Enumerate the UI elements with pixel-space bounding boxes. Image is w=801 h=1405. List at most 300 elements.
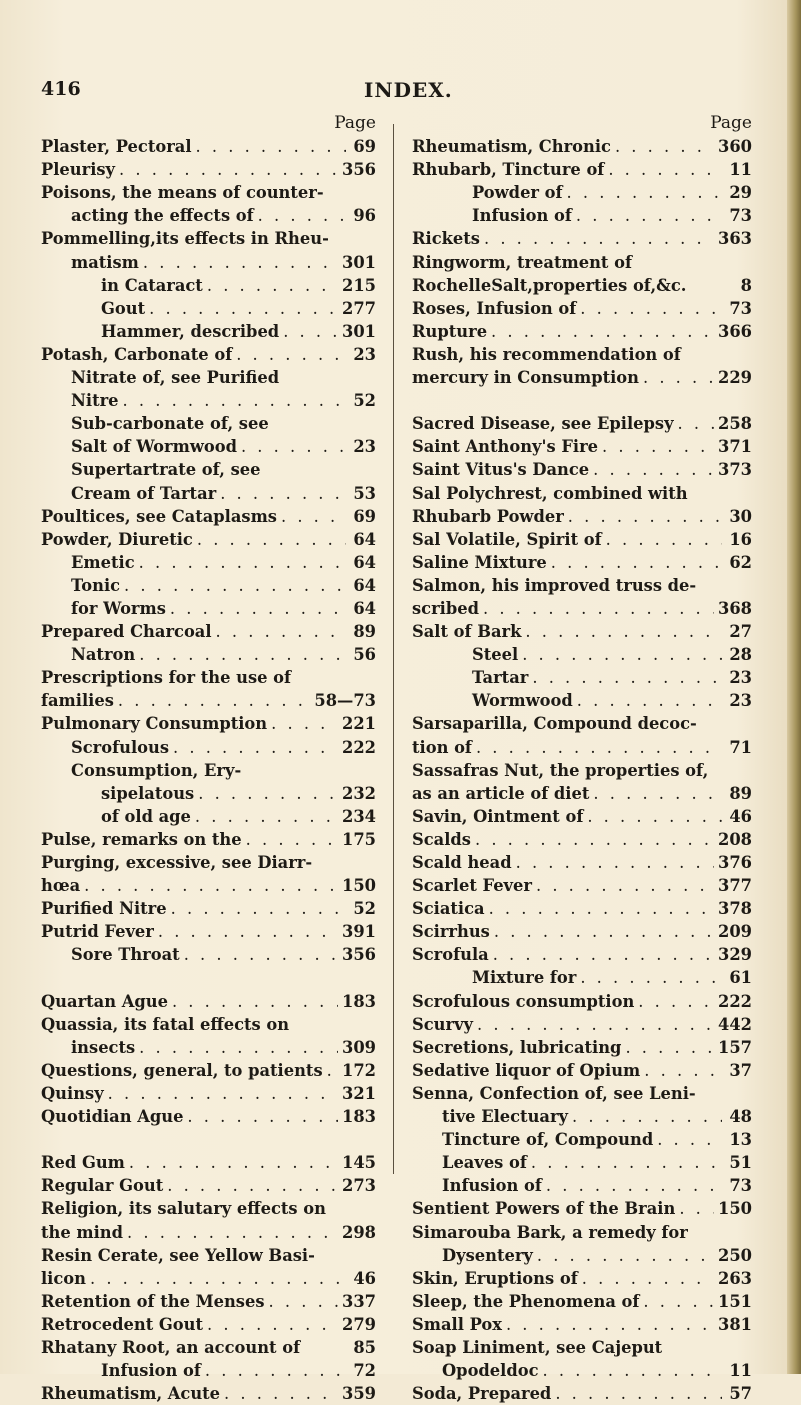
dot-leader: [198, 782, 338, 805]
entry-term: Powder, Diuretic: [41, 529, 193, 549]
index-entry: [41, 389, 376, 412]
index-entry: [41, 1082, 376, 1105]
entry-page: 376: [718, 853, 752, 872]
index-entry: [412, 1313, 752, 1336]
entry-term: in Cataract: [101, 275, 203, 295]
dot-leader: [170, 597, 346, 620]
entry-page: 64: [353, 529, 376, 549]
index-entry: [41, 597, 376, 620]
page-title: INDEX.: [364, 78, 453, 102]
entry-page: 222: [718, 991, 752, 1011]
page-edge: [787, 0, 801, 1374]
entry-term: Infusion of: [101, 1361, 201, 1381]
entry-page: 215: [342, 275, 376, 295]
dot-leader: [241, 435, 346, 458]
entry-page: 89: [729, 783, 752, 803]
index-entry: [412, 551, 752, 574]
index-column-left: [41, 112, 376, 1405]
entry-page: 329: [718, 945, 752, 965]
entry-page: 62: [729, 552, 752, 572]
entry-term: Nitre: [71, 391, 119, 411]
entry-term: RochelleSalt,properties of,&c.: [412, 275, 687, 295]
index-entry: [41, 620, 376, 643]
entry-page: 13: [729, 1130, 752, 1150]
dot-leader: [476, 736, 722, 759]
index-entry: [41, 805, 376, 828]
entry-page: 373: [718, 460, 752, 480]
dot-leader: [516, 851, 714, 874]
entry-term: as an article of diet: [412, 783, 590, 803]
dot-leader: [644, 1059, 722, 1082]
index-entry: [412, 343, 752, 366]
entry-term: Salmon, his improved truss de-: [412, 575, 697, 595]
dot-leader: [236, 343, 346, 366]
index-entry: [41, 181, 376, 204]
index-entry: [41, 366, 376, 389]
dot-leader: [555, 1382, 722, 1405]
entry-page: 11: [729, 160, 752, 180]
entry-term: mercury in Consumption: [412, 368, 639, 388]
entry-term: scribed: [412, 598, 479, 618]
entry-page: 28: [729, 645, 752, 665]
index-entry: [41, 943, 376, 966]
index-entry: [41, 851, 376, 874]
entry-term: Tartar: [472, 668, 529, 688]
index-entry: [412, 897, 752, 920]
entry-list-right: [412, 135, 752, 1405]
entry-term: Skin, Eruptions of: [412, 1268, 578, 1288]
entry-page: 71: [729, 737, 752, 757]
dot-leader: [657, 1128, 722, 1151]
section-gap: [41, 1128, 376, 1151]
index-entry: [412, 828, 752, 851]
entry-term: Mixture for: [472, 968, 577, 988]
dot-leader: [139, 643, 346, 666]
entry-page: 145: [342, 1153, 376, 1173]
entry-term: Gout: [101, 298, 146, 318]
dot-leader: [173, 736, 338, 759]
index-entry: [412, 1036, 752, 1059]
index-entry: [41, 1013, 376, 1036]
entry-term: Quartan Ague: [41, 991, 168, 1011]
entry-term: Quotidian Ague: [41, 1107, 184, 1127]
index-entry: [412, 574, 752, 597]
index-entry: [41, 897, 376, 920]
entry-term: Wormwood: [472, 691, 573, 711]
entry-term: Hammer, described: [101, 321, 280, 341]
entry-term: Opodeldoc: [442, 1361, 539, 1381]
entry-term: Sub-carbonate of, see: [71, 414, 269, 434]
entry-term: Quassia, its fatal effects on: [41, 1014, 290, 1034]
dot-leader: [283, 320, 338, 343]
entry-page: 368: [718, 598, 752, 618]
entry-page: 69: [353, 506, 376, 526]
entry-page: 23: [729, 691, 752, 711]
entry-term: Rhubarb, Tincture of: [412, 160, 605, 180]
entry-page: 298: [342, 1222, 376, 1242]
entry-page: 229: [718, 368, 752, 388]
index-entry: [41, 920, 376, 943]
entry-page: 64: [353, 598, 376, 618]
entry-term: Small Pox: [412, 1314, 502, 1334]
index-entry: [412, 320, 752, 343]
dot-leader: [494, 920, 714, 943]
dot-leader: [576, 204, 722, 227]
index-entry: [412, 412, 752, 435]
dot-leader: [216, 620, 346, 643]
entry-term: Resin Cerate, see Yellow Basi-: [41, 1245, 315, 1265]
entry-term: Tonic: [71, 575, 121, 595]
dot-leader: [593, 458, 714, 481]
dot-leader: [475, 828, 714, 851]
index-entry: [41, 1105, 376, 1128]
index-entry: [41, 1174, 376, 1197]
entry-page: 321: [342, 1083, 376, 1103]
index-entry: [41, 1359, 376, 1382]
entry-term: for Worms: [71, 598, 166, 618]
index-entry: [41, 274, 376, 297]
entry-page: 234: [342, 806, 376, 826]
entry-term: Tincture of, Compound: [442, 1130, 654, 1150]
index-entry: [412, 158, 752, 181]
index-entry: [412, 666, 752, 689]
entry-page: 52: [353, 899, 376, 919]
entry-term: Cream of Tartar: [71, 483, 217, 503]
entry-page: 363: [718, 229, 752, 249]
entry-page: 51: [729, 1153, 752, 1173]
index-entry: [41, 1036, 376, 1059]
dot-leader: [119, 158, 338, 181]
index-entry: [41, 1059, 376, 1082]
entry-term: Rheumatism, Acute: [41, 1384, 221, 1404]
index-entry: [412, 782, 752, 805]
entry-term: of old age: [101, 806, 191, 826]
entry-term: Pommelling,its effects in Rheu-: [41, 229, 329, 249]
dot-leader: [205, 1359, 346, 1382]
dot-leader: [484, 227, 714, 250]
dot-leader: [224, 1382, 338, 1405]
index-entry: [412, 458, 752, 481]
entry-term: Sacred Disease, see Epilepsy: [412, 414, 674, 434]
dot-leader: [580, 297, 722, 320]
entry-term: tive Electuary: [442, 1107, 569, 1127]
entry-page: 301: [342, 252, 376, 272]
section-gap: [412, 389, 752, 412]
index-entry: [412, 528, 752, 551]
dot-leader: [327, 1059, 338, 1082]
index-entry: [41, 458, 376, 481]
entry-term: Potash, Carbonate of: [41, 344, 233, 364]
entry-term: Red Gum: [41, 1153, 125, 1173]
dot-leader: [197, 528, 346, 551]
index-entry: [41, 551, 376, 574]
entry-term: Poultices, see Cataplasms: [41, 506, 277, 526]
index-entry: [412, 851, 752, 874]
entry-page: 263: [718, 1268, 752, 1288]
entry-term: Sal Polychrest, combined with: [412, 483, 688, 503]
index-entry: [41, 1151, 376, 1174]
entry-page: 151: [718, 1291, 752, 1311]
entry-page: 391: [342, 922, 376, 942]
dot-leader: [593, 782, 722, 805]
index-entry: [412, 297, 752, 320]
dot-leader: [246, 828, 338, 851]
index-entry: [412, 1174, 752, 1197]
dot-leader: [608, 158, 722, 181]
index-entry: [412, 805, 752, 828]
column-page-label: Page: [710, 113, 752, 133]
entry-page: 371: [718, 437, 752, 457]
dot-leader: [625, 1036, 714, 1059]
index-entry: [41, 759, 376, 782]
dot-leader: [269, 1290, 338, 1313]
dot-leader: [139, 551, 346, 574]
dot-leader: [531, 1151, 722, 1174]
entry-page: 23: [353, 437, 376, 457]
index-entry: [41, 874, 376, 897]
dot-leader: [582, 1267, 714, 1290]
index-entry: [412, 482, 752, 505]
entry-page: 57: [729, 1384, 752, 1404]
index-entry: [41, 689, 376, 712]
entry-page: 69: [353, 137, 376, 157]
entry-page: 46: [729, 806, 752, 826]
entry-page: 221: [342, 714, 376, 734]
dot-leader: [491, 320, 714, 343]
entry-page: 37: [729, 1060, 752, 1080]
entry-page: 250: [718, 1245, 752, 1265]
entry-term: Saline Mixture: [412, 552, 547, 572]
dot-leader: [184, 943, 338, 966]
entry-term: Sassafras Nut, the properties of,: [412, 760, 709, 780]
entry-term: Ringworm, treatment of: [412, 252, 632, 272]
entry-page: 337: [342, 1291, 376, 1311]
index-column-right: [412, 112, 752, 1405]
dot-leader: [493, 943, 714, 966]
entry-page: 157: [718, 1037, 752, 1057]
entry-page: 273: [342, 1176, 376, 1196]
index-entry: [412, 135, 752, 158]
index-entry: [412, 435, 752, 458]
entry-page: 29: [729, 183, 752, 203]
column-page-label: Page: [334, 113, 376, 133]
dot-leader: [483, 597, 714, 620]
entry-page: 73: [729, 206, 752, 226]
entry-page: 27: [729, 622, 752, 642]
entry-term: Plaster, Pectoral: [41, 137, 192, 157]
index-entry: [412, 990, 752, 1013]
entry-term: Sleep, the Phenomena of: [412, 1291, 640, 1311]
entry-page: 366: [718, 321, 752, 341]
index-entry: [41, 1336, 376, 1359]
dot-leader: [522, 643, 722, 666]
index-entry: [412, 1267, 752, 1290]
index-entry: [412, 1128, 752, 1151]
entry-term: Soap Liniment, see Cajeput: [412, 1337, 663, 1357]
entry-term: Salt of Bark: [412, 622, 522, 642]
index-entry: [412, 251, 752, 274]
entry-term: Retrocedent Gout: [41, 1314, 204, 1334]
dot-leader: [546, 1174, 722, 1197]
entry-page: 48: [729, 1107, 752, 1127]
entry-page: 356: [342, 945, 376, 965]
index-entry: [41, 135, 376, 158]
entry-page: 232: [342, 783, 376, 803]
dot-leader: [638, 990, 714, 1013]
index-entry: [41, 712, 376, 735]
entry-term: Scurvy: [412, 1014, 474, 1034]
dot-leader: [543, 1359, 722, 1382]
entry-page: 56: [353, 645, 376, 665]
dot-leader: [187, 1105, 338, 1128]
index-entry: [412, 1197, 752, 1220]
entry-page: 30: [729, 506, 752, 526]
entry-page: 11: [729, 1361, 752, 1381]
entry-term: Nitrate of, see Purified: [71, 368, 280, 388]
dot-leader: [118, 689, 311, 712]
entry-term: hœa: [41, 876, 81, 896]
entry-term: Scarlet Fever: [412, 876, 532, 896]
entry-page: 150: [342, 876, 376, 896]
index-entry: [412, 1336, 752, 1359]
entry-page: 279: [342, 1314, 376, 1334]
index-entry: [41, 435, 376, 458]
index-entry: [41, 666, 376, 689]
index-entry: [412, 1290, 752, 1313]
entry-term: Prescriptions for the use of: [41, 668, 292, 688]
index-entry: [41, 204, 376, 227]
entry-page: 183: [342, 991, 376, 1011]
entry-term: Infusion of: [472, 206, 572, 226]
entry-page: 377: [718, 876, 752, 896]
entry-term: Roses, Infusion of: [412, 298, 577, 318]
entry-page: 208: [718, 829, 752, 849]
index-entry: [412, 874, 752, 897]
index-entry: [41, 643, 376, 666]
index-entry: [41, 320, 376, 343]
entry-term: Powder of: [472, 183, 563, 203]
entry-page: 175: [342, 829, 376, 849]
index-entry: [41, 505, 376, 528]
dot-leader: [580, 966, 722, 989]
entry-term: insects: [71, 1037, 136, 1057]
index-entry: [41, 297, 376, 320]
index-entry: [412, 1359, 752, 1382]
dot-leader: [281, 505, 346, 528]
entry-term: Natron: [71, 645, 136, 665]
dot-leader: [127, 1221, 338, 1244]
entry-page: 309: [342, 1037, 376, 1057]
index-entry: [41, 1313, 376, 1336]
dot-leader: [139, 1036, 338, 1059]
index-entry: [412, 227, 752, 250]
entry-term: Dysentery: [442, 1245, 533, 1265]
index-entry: [41, 782, 376, 805]
entry-term: Scirrhus: [412, 922, 490, 942]
entry-term: Rush, his recommendation of: [412, 344, 681, 364]
index-entry: [41, 574, 376, 597]
index-entry: [41, 528, 376, 551]
index-entry: [41, 158, 376, 181]
dot-leader: [489, 897, 714, 920]
dot-leader: [271, 712, 338, 735]
dot-leader: [158, 920, 338, 943]
dot-leader: [602, 435, 714, 458]
entry-page: 301: [342, 321, 376, 341]
entry-term: Infusion of: [442, 1176, 542, 1196]
entry-term: the mind: [41, 1222, 124, 1242]
dot-leader: [678, 412, 714, 435]
entry-term: Rickets: [412, 229, 480, 249]
index-entry: [412, 1151, 752, 1174]
dot-leader: [606, 528, 722, 551]
entry-term: Savin, Ointment of: [412, 806, 584, 826]
dot-leader: [567, 181, 722, 204]
entry-page: 150: [718, 1199, 752, 1219]
entry-term: Sore Throat: [71, 945, 180, 965]
entry-term: Emetic: [71, 552, 135, 572]
dot-leader: [220, 482, 346, 505]
dot-leader: [167, 1174, 338, 1197]
index-entry: [41, 828, 376, 851]
entry-page: 61: [729, 968, 752, 988]
entry-page: 64: [353, 575, 376, 595]
entry-term: Religion, its salutary effects on: [41, 1199, 326, 1219]
entry-page: 222: [342, 737, 376, 757]
index-entry: [412, 505, 752, 528]
index-entry: [41, 1290, 376, 1313]
entry-term: matism: [71, 252, 139, 272]
dot-leader: [108, 1082, 338, 1105]
entry-page: 277: [342, 298, 376, 318]
index-entry: [41, 1382, 376, 1405]
dot-leader: [172, 990, 338, 1013]
index-entry: [41, 1221, 376, 1244]
entry-term: Scrofulous consumption: [412, 991, 635, 1011]
index-entry: [41, 990, 376, 1013]
index-entry: [412, 966, 752, 989]
index-entry: [412, 1382, 752, 1405]
entry-page: 381: [718, 1314, 752, 1334]
index-entry: [412, 759, 752, 782]
dot-leader: [171, 897, 346, 920]
index-entry: [41, 1197, 376, 1220]
section-gap: [41, 966, 376, 989]
entry-page: 89: [353, 622, 376, 642]
entry-term: Sal Volatile, Spirit of: [412, 529, 602, 549]
entry-term: Prepared Charcoal: [41, 622, 212, 642]
index-entry: [412, 920, 752, 943]
entry-term: Rhubarb Powder: [412, 506, 564, 526]
entry-term: Pleurisy: [41, 160, 116, 180]
index-entry: [412, 597, 752, 620]
dot-leader: [196, 135, 346, 158]
entry-term: Rupture: [412, 321, 488, 341]
index-entry: [412, 1221, 752, 1244]
entry-term: Sedative liquor of Opium: [412, 1060, 641, 1080]
index-entry: [41, 343, 376, 366]
dot-leader: [195, 805, 338, 828]
entry-page: 64: [353, 552, 376, 572]
dot-leader: [477, 1013, 714, 1036]
entry-page: 183: [342, 1107, 376, 1127]
entry-page: 73: [729, 1176, 752, 1196]
index-entry: [41, 412, 376, 435]
index-entry: [41, 482, 376, 505]
entry-page: 96: [353, 206, 376, 226]
entry-term: acting the effects of: [71, 206, 254, 226]
dot-leader: [615, 135, 714, 158]
